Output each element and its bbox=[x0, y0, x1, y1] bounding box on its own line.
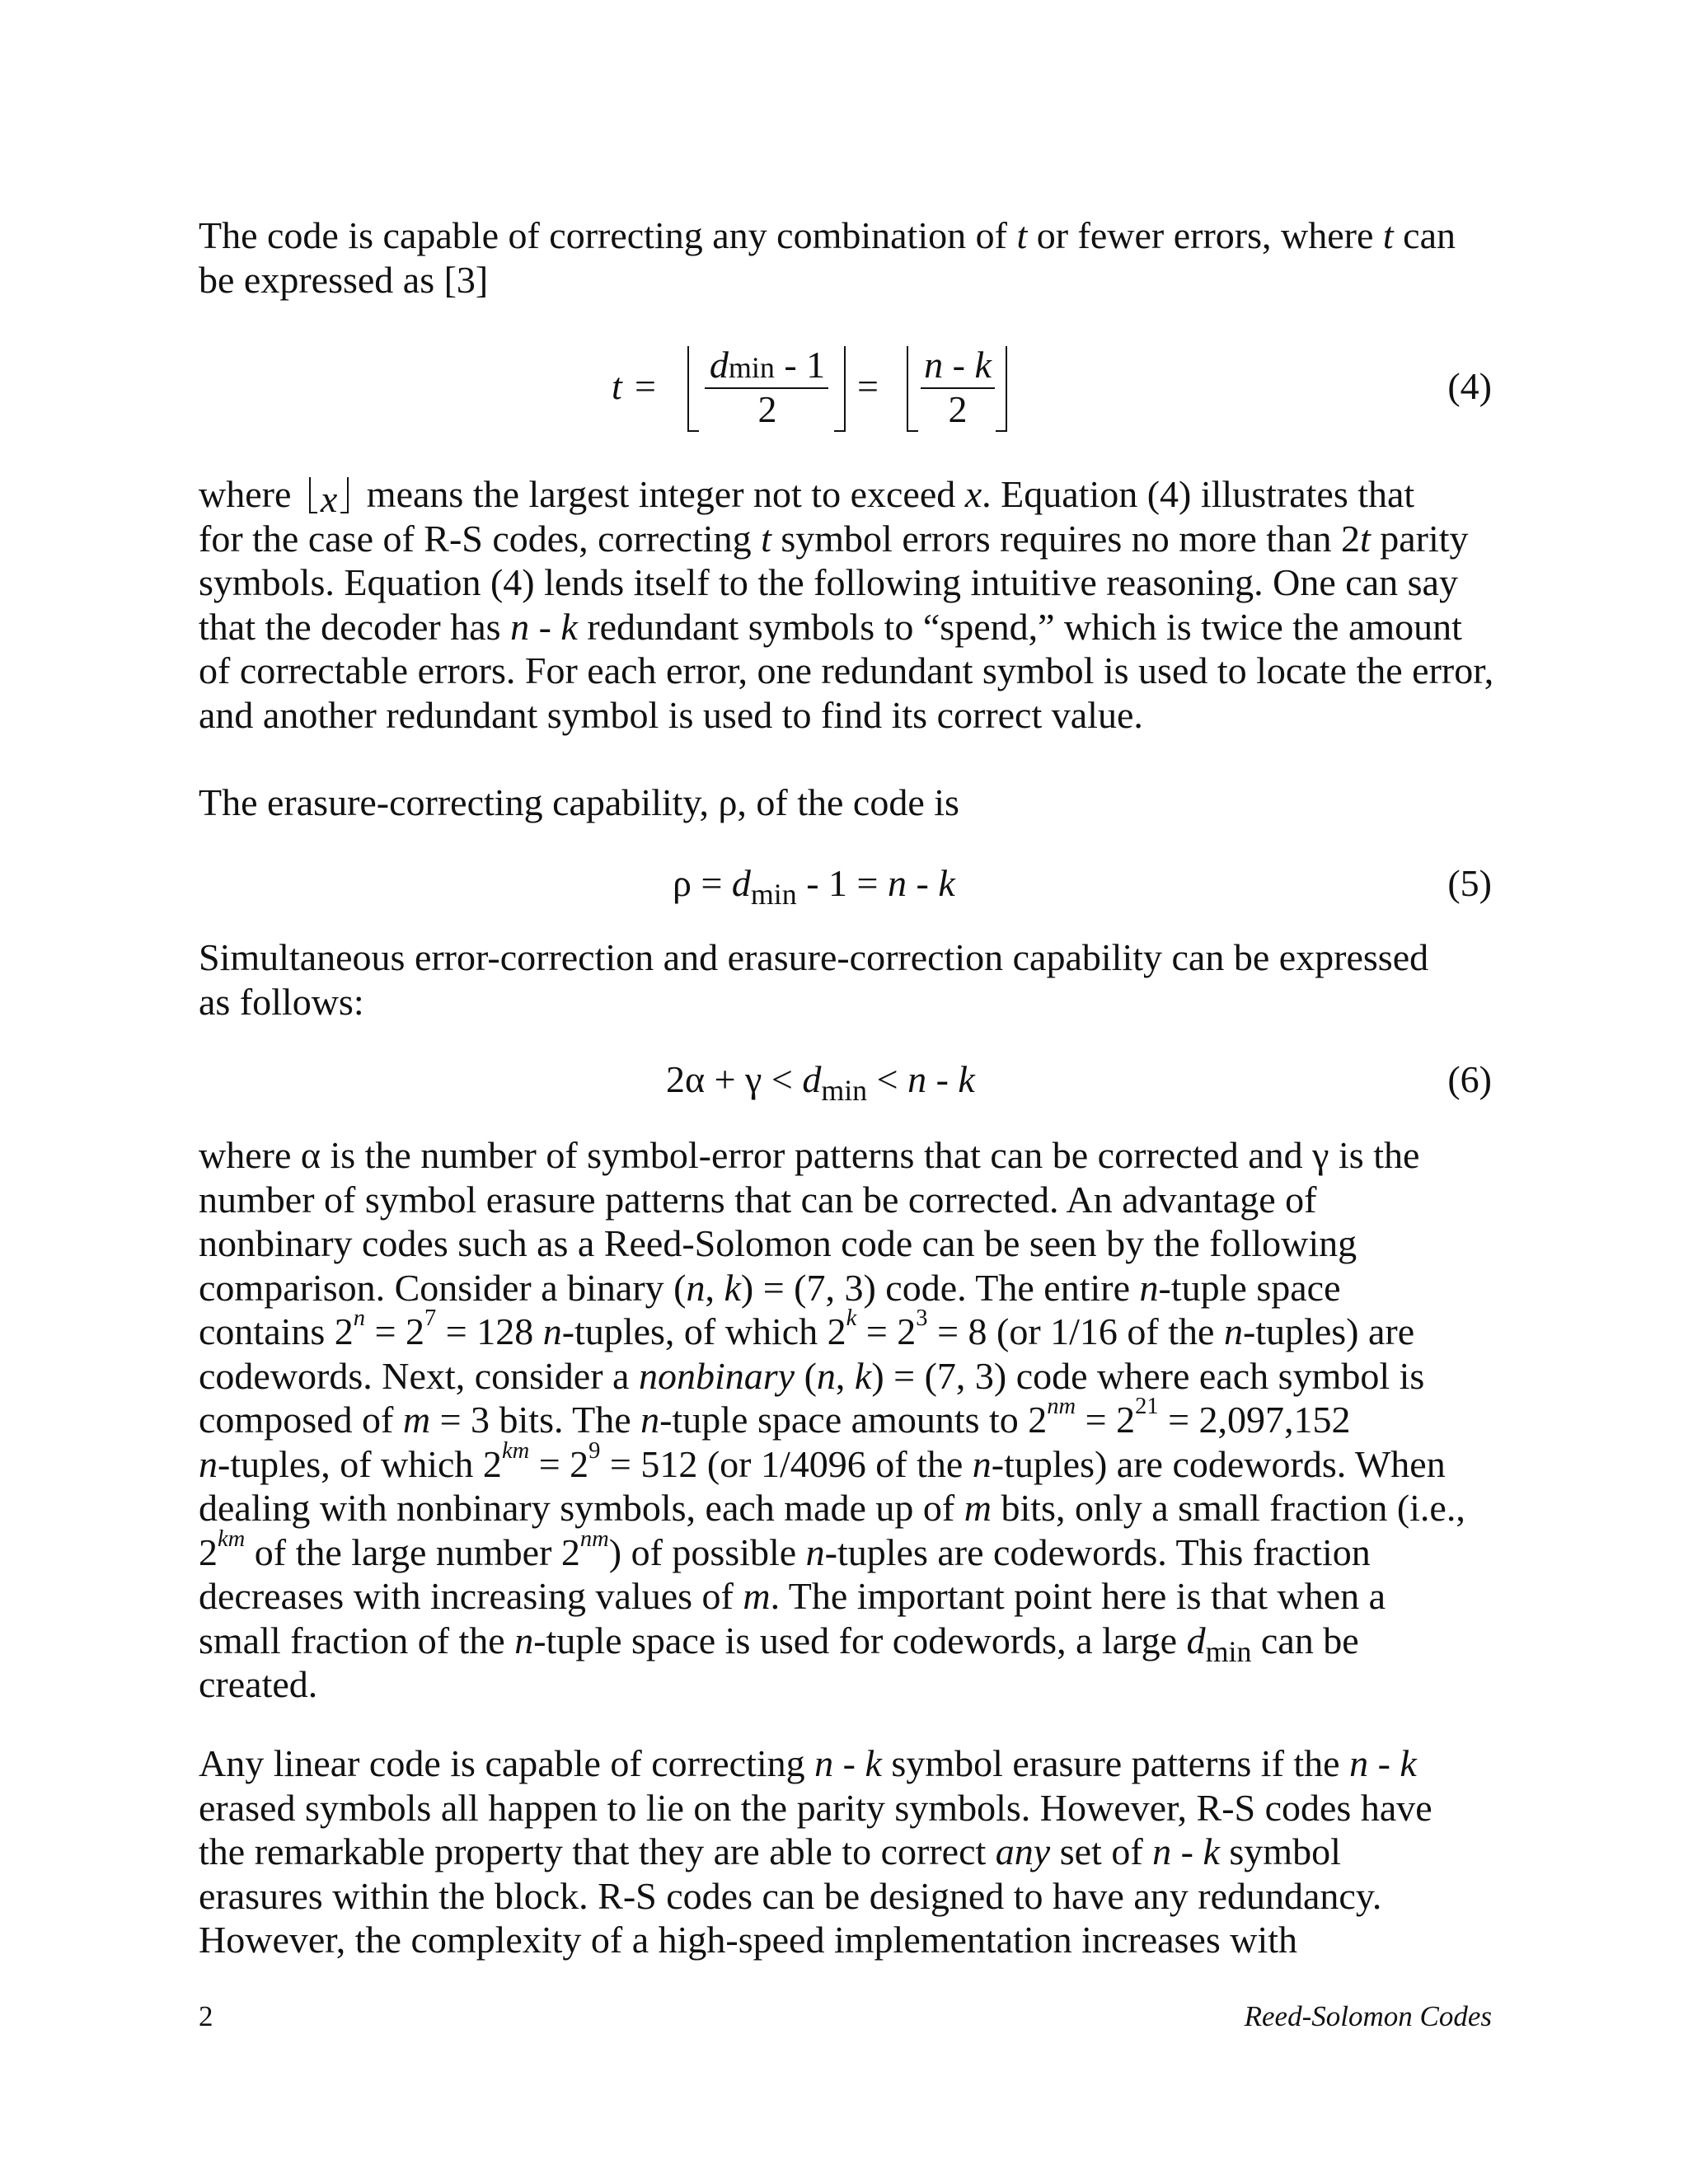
text-line: codewords. Next, consider a nonbinary (n, k) = (7, 3) code where each symbol is bbox=[199, 1354, 1425, 1397]
eq4-equals-1: = bbox=[635, 365, 656, 407]
paragraph-5 bbox=[199, 1133, 1493, 1707]
text-line: However, the complexity of a high-speed implementation increases with bbox=[199, 1919, 1298, 1961]
running-title: Reed-Solomon Codes bbox=[1244, 2000, 1492, 2032]
eq6-expression: $2\alpha + \gamma < d_{min} < n - k$ bbox=[666, 1058, 975, 1108]
text-line: erasures within the block. R-S codes can be designed to have any redundancy. bbox=[199, 1874, 1382, 1917]
floor-bracket-left-foot bbox=[907, 430, 918, 432]
text-line: number of symbol erasure patterns that can be corrected. An advantage of bbox=[199, 1178, 1317, 1221]
text-line: The code is capable of correcting any combination of t or fewer errors, where t can bbox=[199, 214, 1456, 256]
floor-bracket-right bbox=[1006, 346, 1007, 432]
floor-bracket-left-foot bbox=[687, 430, 699, 432]
eq4-numerator-1: dmin - 1 bbox=[709, 344, 826, 386]
text-line: decreases with increasing values of m. The important point here is that when a bbox=[199, 1575, 1386, 1617]
eq4-denominator-2: 2 bbox=[948, 388, 968, 430]
equation-number-4: (4) bbox=[1447, 365, 1492, 407]
text-line: dealing with nonbinary symbols, each made up of m bits, only a small fraction (i.e., bbox=[199, 1487, 1465, 1529]
text-line: comparison. Consider a binary (n, k) = (7, 3) code. The entire n-tuple space bbox=[199, 1266, 1341, 1309]
text-line: Simultaneous error-correction and erasure-correction capability can be expressed bbox=[199, 936, 1429, 978]
text-line: erased symbols all happen to lie on the parity symbols. However, R-S codes have bbox=[199, 1786, 1432, 1829]
floor-bracket-right-foot bbox=[996, 430, 1007, 432]
text-line: for the case of R-S codes, correcting t symbol errors requires no more than 2t parity bbox=[199, 517, 1469, 560]
text-line: created. bbox=[199, 1663, 318, 1705]
paragraph-1 bbox=[199, 213, 1493, 302]
paragraph-3 bbox=[199, 780, 1493, 825]
eq4-denominator-1: 2 bbox=[757, 388, 777, 430]
text-line: composed of m = 3 bits. The n-tuple space amounts to $2^{nm} = 2^{21} = 2,097,152$ bbox=[199, 1394, 1351, 1441]
eq4-numerator-2: n - k bbox=[924, 344, 992, 386]
eq4-t: t bbox=[612, 365, 622, 407]
floor-bracket-left bbox=[687, 346, 689, 432]
text-line: Any linear code is capable of correcting n - k symbol erasure patterns if the n - k bbox=[199, 1742, 1417, 1784]
floor-bracket-left bbox=[907, 346, 908, 432]
text-line: The erasure-correcting capability, ρ, of the code is bbox=[199, 781, 959, 823]
eq5-expression: $\rho = d_{min} - 1 = n - k$ bbox=[673, 862, 955, 912]
text-line: symbols. Equation (4) lends itself to the following intuitive reasoning. One can say bbox=[199, 561, 1458, 603]
text-line: where α is the number of symbol-error patterns that can be corrected and γ is the bbox=[199, 1134, 1420, 1176]
floor-bracket-right-foot bbox=[834, 430, 846, 432]
equation-number-6: (6) bbox=[1447, 1058, 1492, 1100]
text-line: n-tuples, of which $2^{km} = 2^9 = 512$ (or 1/4096 of the n-tuples) are codewords. When bbox=[199, 1437, 1446, 1485]
text-line: nonbinary codes such as a Reed-Solomon code can be seen by the following bbox=[199, 1222, 1357, 1264]
text-line: that the decoder has n - k redundant symbols to “spend,” which is twice the amount bbox=[199, 605, 1462, 648]
eq4-equals-2: = bbox=[857, 365, 879, 407]
paragraph-4 bbox=[199, 935, 1493, 1024]
text-line: of correctable errors. For each error, one redundant symbol is used to locate the error, bbox=[199, 649, 1494, 691]
text-line: as follows: bbox=[199, 980, 364, 1023]
text-line: $2^{km}$ of the large number $2^{nm}$) of possible n-tuples are codewords. This fraction bbox=[199, 1526, 1371, 1573]
text-line: the remarkable property that they are able to correct any set of n - k symbol bbox=[199, 1830, 1341, 1872]
text-line: and another redundant symbol is used to find its correct value. bbox=[199, 693, 1143, 736]
text-line: contains $2^n = 2^7 = 128$ n-tuples, of which $2^k = 2^3 = 8$ (or 1/16 of the n-tuples) are bbox=[199, 1305, 1415, 1352]
floor-notation: x bbox=[307, 477, 350, 513]
text-line: be expressed as [3] bbox=[199, 258, 489, 301]
text-line: small fraction of the n-tuple space is used for codewords, a large $d_{min}$ can be bbox=[199, 1619, 1359, 1668]
paragraph-6 bbox=[199, 1741, 1493, 1962]
page-number: 2 bbox=[199, 2000, 213, 2032]
equation-number-5: (5) bbox=[1447, 862, 1492, 904]
paragraph-2 bbox=[199, 472, 1493, 737]
text-line: where x means the largest integer not to exceed x. Equation (4) illustrates that bbox=[199, 473, 1415, 520]
floor-bracket-right bbox=[844, 346, 846, 432]
